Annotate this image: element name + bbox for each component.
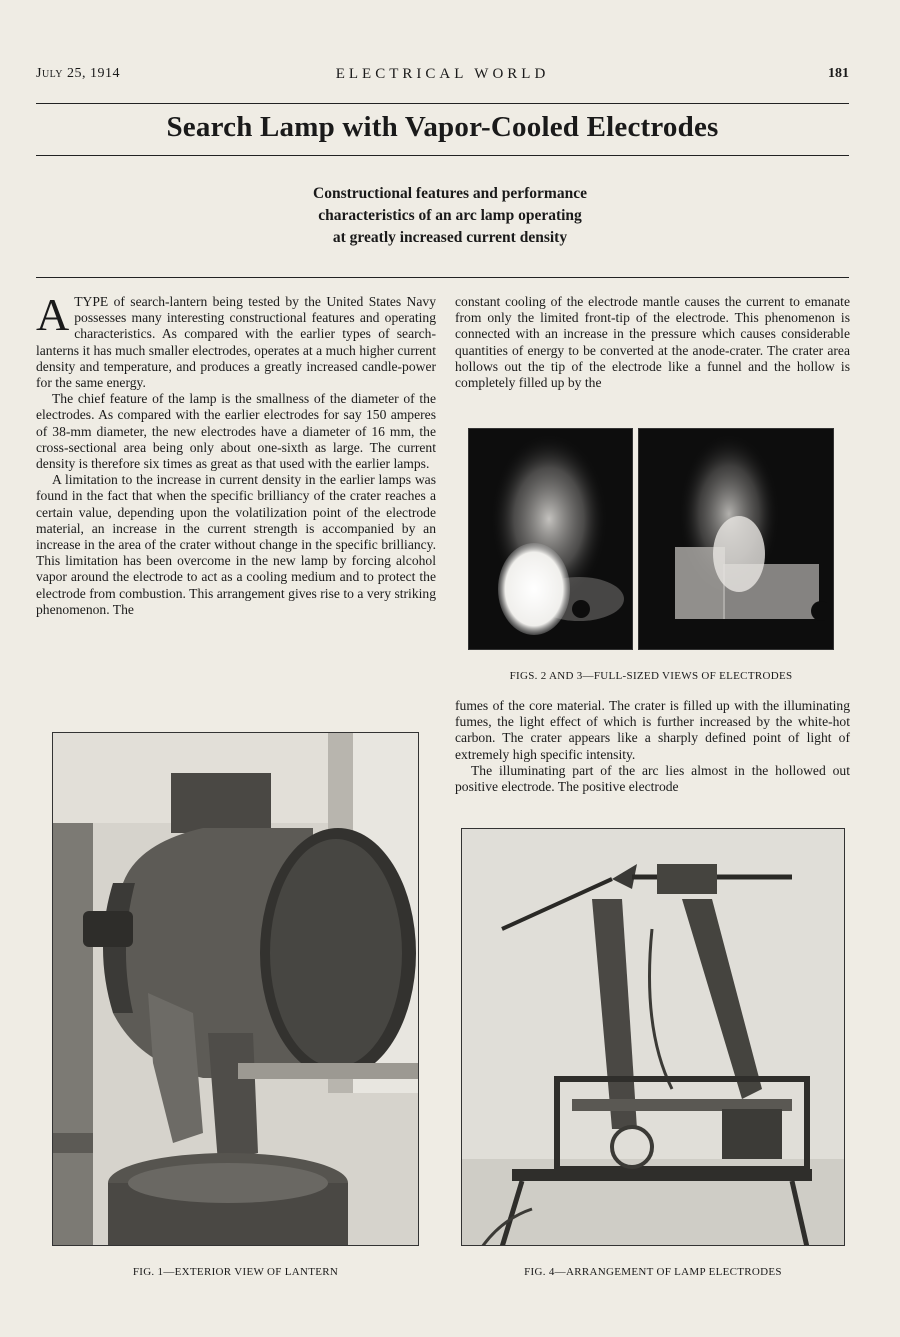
- electrode-arrangement-image: [462, 829, 845, 1246]
- article-subtitle: [260, 183, 640, 249]
- paragraph: A limitation to the increase in current density in the earlier lamps was found in the fact that when the specific brilliancy of the crater reaches a certain value, depending upon the volatilization point of the electrode material, an increase in the current strength is accompanied by an increase in the area of the crater without change in the specific brilliancy. This limitation has been overcome in the new lamp by forcing alcohol vapor around the electrode to act as a cooling medium and to protect the electrode from combustion. This arrangement gives rise to a very striking phenomenon. The: [36, 472, 436, 617]
- figure-1-photo: [52, 732, 419, 1246]
- left-column-text: [36, 289, 436, 618]
- title-rule: [36, 155, 849, 156]
- journal-name: ELECTRICAL WORLD: [335, 66, 550, 82]
- right-column-text-middle: [455, 698, 850, 795]
- header-rule: [36, 103, 849, 104]
- article-title: Search Lamp with Vapor-Cooled Electrodes: [166, 111, 719, 143]
- electrode-glow-image: [639, 429, 834, 650]
- page-number: 181: [828, 66, 849, 81]
- right-column-text-top: [455, 294, 850, 391]
- electrode-glow-image: [469, 429, 633, 650]
- issue-date: July 25, 1914: [36, 66, 120, 81]
- figure-3-photo: [638, 428, 834, 650]
- figure-2-3-caption: FIGS. 2 AND 3—FULL-SIZED VIEWS OF ELECTRODES: [509, 670, 793, 682]
- drop-cap: A: [36, 289, 70, 340]
- subtitle-rule: [36, 277, 849, 278]
- subtitle-line: characteristics of an arc lamp operating: [318, 207, 582, 224]
- subtitle-line: Constructional features and performance: [313, 185, 587, 202]
- figure-4-photo: [461, 828, 845, 1246]
- lantern-image: [53, 733, 419, 1246]
- paragraph: fumes of the core material. The crater is filled up with the illuminating fumes, the light effect of which is further increased by the white-hot carbon. The crater appears like a sharply defined point of light of extremely high specific intensity.: [455, 698, 850, 762]
- paragraph: The chief feature of the lamp is the smallness of the diameter of the electrodes. As compared with the earlier electrodes for say 150 amperes of 38-mm diameter, the new electrodes have a diameter of 16 mm, the cross-sectional area being only about one-sixth as large. The current density is therefore six times as great as that used with the earlier lamps.: [36, 391, 436, 472]
- running-header: [36, 66, 849, 86]
- paragraph: constant cooling of the electrode mantle causes the current to emanate from only the limited front-tip of the electrode. This phenomenon is connected with an increase in the pressure which causes considerable quantities of energy to be converted at the anode-crater. The crater area hollows out the tip of the electrode like a funnel and the hollow is completely filled up by the: [455, 294, 850, 391]
- figure-4-caption: FIG. 4—ARRANGEMENT OF LAMP ELECTRODES: [524, 1266, 782, 1278]
- figure-1-caption: FIG. 1—EXTERIOR VIEW OF LANTERN: [132, 1266, 339, 1278]
- figure-2-photo: [468, 428, 633, 650]
- paragraph: The illuminating part of the arc lies almost in the hollowed out positive electrode. The positive electrode: [455, 762, 850, 795]
- paragraph-intro: ATYPE of search-lantern being tested by the United States Navy possesses many interesting constructional features and operating characteristics. As compared with the earlier types of search-lanterns it has much smaller electrodes, operates at a much higher current density and temperature, and produces a greatly increased candle-power for the same energy.: [36, 289, 436, 391]
- subtitle-line: at greatly increased current density: [332, 229, 568, 246]
